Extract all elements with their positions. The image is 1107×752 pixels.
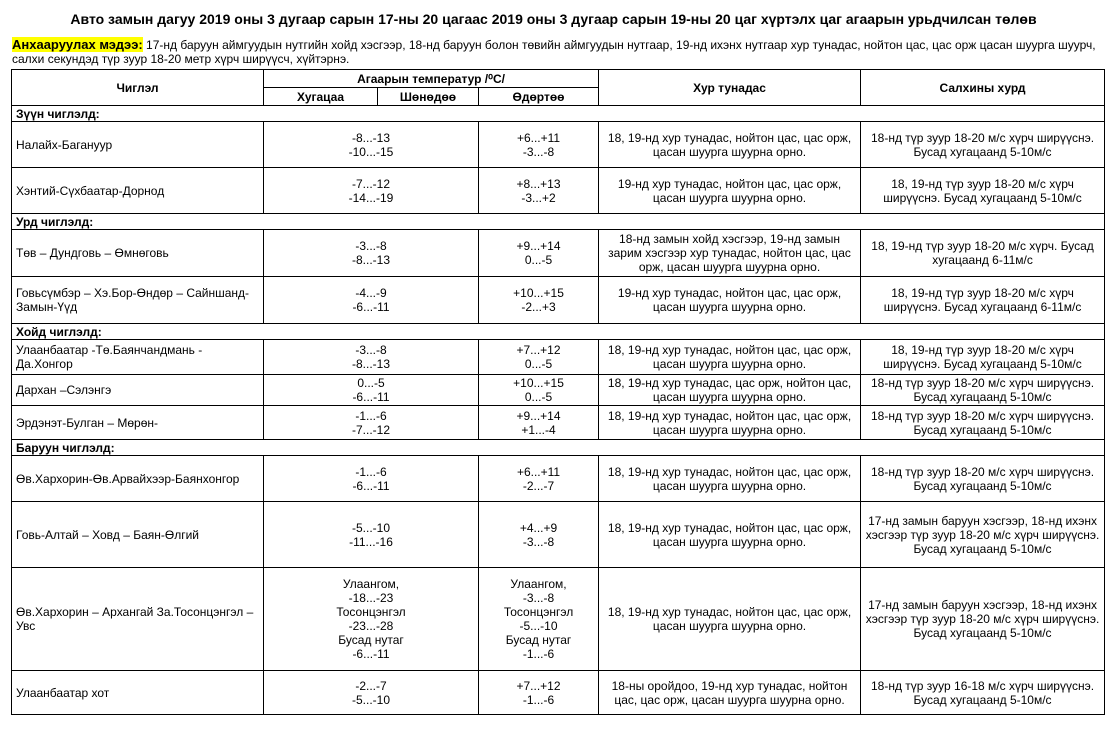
header-temperature: Агаарын температур /⁰С/: [264, 70, 599, 88]
precipitation-cell: 18, 19-нд хур тунадас, нойтон цас, цас орж, цасан шуурга шуурна орно.: [599, 122, 861, 168]
route-cell: Дархан –Сэлэнгэ: [12, 375, 264, 406]
night-temp-value: -18...-23: [348, 591, 394, 605]
forecast-body: [12, 106, 1105, 715]
night-temp-cell: [264, 671, 479, 715]
day-temp-cell: [479, 122, 599, 168]
day-temp-cell: [479, 456, 599, 502]
table-row: [12, 502, 1105, 568]
day-temp-value: +1...-4: [521, 422, 556, 437]
wind-cell: 18-нд түр зуур 18-20 м/с хүрч ширүүснэ. Бусад хугацаанд 5-10м/с: [861, 406, 1105, 440]
precipitation-cell: 18, 19-нд хур тунадас, нойтон цас, цас орж, цасан шуурга шуурна орно.: [599, 340, 861, 375]
warning-notice: [12, 38, 1102, 66]
night-temp-value: -1...-6: [355, 408, 387, 423]
day-temp-value: +10...+15: [513, 376, 564, 390]
day-temp-value: -2...-7: [522, 478, 555, 493]
night-temp-cell: [264, 168, 479, 214]
night-temp-value: -6...-11: [352, 647, 390, 661]
header-precipitation: Хур тунадас: [599, 70, 861, 106]
route-cell: Өв.Хархорин – Архангай За.Тосонцэнгэл – Увс: [12, 568, 264, 671]
day-temp-cell: [479, 340, 599, 375]
day-temp-value: -2...+3: [521, 300, 556, 314]
night-temp-value: Бусад нутаг: [338, 633, 404, 647]
precipitation-cell: 19-нд хур тунадас, нойтон цас, цас орж, цасан шуурга шуурна орно.: [599, 277, 861, 324]
table-row: [12, 456, 1105, 502]
day-temp-cell: [479, 230, 599, 277]
route-cell: Улаанбаатар -Тө.Баянчандмань - Да.Хонгор: [12, 340, 264, 375]
warning-label: Анхааруулах мэдээ:: [12, 37, 143, 52]
night-temp-value: -8...-13: [351, 357, 390, 371]
header-day: Өдөртөө: [479, 88, 599, 106]
table-row: [12, 375, 1105, 406]
night-temp-value: -6...-11: [352, 300, 390, 314]
day-temp-value: 0...-5: [524, 253, 553, 267]
header-direction: Чиглэл: [12, 70, 264, 106]
night-temp-cell: [264, 406, 479, 440]
night-temp-value: -7...-12: [351, 422, 390, 437]
precipitation-cell: 18, 19-нд хур тунадас, нойтон цас, цас орж, цасан шуурга шуурна орно.: [599, 406, 861, 440]
route-cell: Улаанбаатар хот: [12, 671, 264, 715]
night-temp-value: -8...-13: [351, 130, 390, 145]
wind-cell: 18-нд түр зуур 18-20 м/с хүрч ширүүснэ. Бусад хугацаанд 5-10м/с: [861, 456, 1105, 502]
day-temp-value: -3...-8: [522, 144, 555, 159]
wind-cell: 18-нд түр зуур 16-18 м/с хүрч ширүүснэ. Бусад хугацаанд 5-10м/с: [861, 671, 1105, 715]
night-temp-cell: [264, 568, 479, 671]
route-cell: Налайх-Багануур: [12, 122, 264, 168]
day-temp-value: +10...+15: [513, 286, 564, 300]
wind-cell: 18, 19-нд түр зуур 18-20 м/с хүрч ширүүснэ. Бусад хугацаанд 5-10м/с: [861, 340, 1105, 375]
night-temp-cell: [264, 277, 479, 324]
precipitation-cell: 18, 19-нд хур тунадас, цас орж, нойтон цас, цасан шуурга шуурна орно.: [599, 375, 861, 406]
precipitation-cell: 18-нд замын хойд хэсгээр, 19-нд замын зарим хэсгээр хур тунадас, нойтон цас, цас орж, цасан шуурга шуурна орно.: [599, 230, 861, 277]
night-temp-cell: [264, 230, 479, 277]
night-temp-value: -11...-16: [349, 534, 393, 549]
header-duration: Хугацаа: [264, 88, 378, 106]
section-heading: Урд чиглэлд:: [12, 214, 1105, 230]
day-temp-value: -3...+2: [521, 190, 556, 205]
day-temp-cell: [479, 568, 599, 671]
day-temp-value: -3...-8: [522, 534, 555, 549]
section-heading: Баруун чиглэлд:: [12, 440, 1105, 456]
day-temp-value: Тосонцэнгэл: [503, 605, 574, 619]
wind-cell: 18-нд түр зуур 18-20 м/с хүрч ширүүснэ. Бусад хугацаанд 5-10м/с: [861, 122, 1105, 168]
day-temp-cell: [479, 375, 599, 406]
day-temp-cell: [479, 277, 599, 324]
night-temp-value: -3...-8: [355, 239, 387, 253]
route-cell: Өв.Хархорин-Өв.Арвайхээр-Баянхонгор: [12, 456, 264, 502]
night-temp-cell: [264, 502, 479, 568]
day-temp-cell: [479, 168, 599, 214]
night-temp-value: -23...-28: [348, 619, 394, 633]
table-row: [12, 568, 1105, 671]
night-temp-value: -3...-8: [355, 343, 387, 357]
section-row: [12, 106, 1105, 122]
page-title: Авто замын дагуу 2019 оны 3 дугаар сарын 17-ны 20 цагаас 2019 оны 3 дугаар сарын 19-ны 20 цаг хүртэлх цаг агаарын урьдчилсан төлөв: [70, 11, 1037, 27]
day-temp-value: +9...+14: [516, 239, 561, 253]
night-temp-value: -10...-15: [348, 144, 394, 159]
night-temp-value: -5...-10: [351, 520, 390, 535]
section-row: [12, 324, 1105, 340]
day-temp-value: -3...-8: [522, 591, 555, 605]
route-cell: Төв – Дундговь – Өмнөговь: [12, 230, 264, 277]
night-temp-value: -6...-11: [352, 390, 390, 404]
route-cell: Хэнтий-Сүхбаатар-Дорнод: [12, 168, 264, 214]
day-temp-value: -1...-6: [522, 692, 555, 707]
day-temp-value: +9...+14: [516, 408, 561, 423]
night-temp-value: -7...-12: [351, 176, 390, 191]
day-temp-value: 0...-5: [524, 390, 553, 404]
day-temp-value: 0...-5: [524, 357, 553, 371]
day-temp-cell: [479, 671, 599, 715]
night-temp-cell: [264, 375, 479, 406]
night-temp-value: -6...-11: [352, 478, 390, 493]
night-temp-cell: [264, 340, 479, 375]
precipitation-cell: 18-ны оройдоо, 19-нд хур тунадас, нойтон цас, цас орж, цасан шуурга шуурна орно.: [599, 671, 861, 715]
section-row: [12, 440, 1105, 456]
header-wind: Салхины хурд: [861, 70, 1105, 106]
table-row: [12, 340, 1105, 375]
night-temp-value: -2...-7: [355, 678, 387, 693]
night-temp-value: Тосонцэнгэл: [336, 605, 406, 619]
section-heading: Хойд чиглэлд:: [12, 324, 1105, 340]
night-temp-value: -4...-9: [355, 286, 387, 300]
day-temp-value: +7...+12: [516, 343, 561, 357]
table-row: [12, 230, 1105, 277]
wind-cell: 17-нд замын баруун хэсгээр, 18-нд ихэнх хэсгээр түр зуур 18-20 м/с хүрч ширүүснэ. Бусад хугацаанд 5-10м/с: [861, 568, 1105, 671]
section-row: [12, 214, 1105, 230]
night-temp-cell: [264, 122, 479, 168]
day-temp-value: +6...+11: [516, 464, 561, 479]
precipitation-cell: 18, 19-нд хур тунадас, нойтон цас, цас орж, цасан шуурга шуурна орно.: [599, 568, 861, 671]
day-temp-value: -1...-6: [522, 647, 555, 661]
wind-cell: 18, 19-нд түр зуур 18-20 м/с хүрч ширүүснэ. Бусад хугацаанд 6-11м/с: [861, 277, 1105, 324]
precipitation-cell: 19-нд хур тунадас, нойтон цас, цас орж, цасан шуурга шуурна орно.: [599, 168, 861, 214]
day-temp-value: +6...+11: [516, 130, 561, 145]
header-night: Шөнөдөө: [378, 88, 479, 106]
night-temp-value: Улаангом,: [342, 577, 400, 591]
table-row: [12, 122, 1105, 168]
day-temp-value: Улаангом,: [510, 577, 567, 591]
wind-cell: 18, 19-нд түр зуур 18-20 м/с хүрч. Бусад хугацаанд 6-11м/с: [861, 230, 1105, 277]
day-temp-cell: [479, 406, 599, 440]
route-cell: Говь-Алтай – Ховд – Баян-Өлгий: [12, 502, 264, 568]
table-row: [12, 406, 1105, 440]
night-temp-value: -1...-6: [355, 464, 387, 479]
day-temp-value: +7...+12: [516, 678, 561, 693]
table-row: [12, 671, 1105, 715]
night-temp-cell: [264, 456, 479, 502]
night-temp-value: -8...-13: [351, 253, 390, 267]
wind-cell: 18-нд түр зуур 18-20 м/с хүрч ширүүснэ. Бусад хугацаанд 5-10м/с: [861, 375, 1105, 406]
forecast-table: [11, 69, 1105, 715]
section-heading: Зүүн чиглэлд:: [12, 106, 1105, 122]
night-temp-value: -14...-19: [348, 190, 394, 205]
day-temp-value: -5...-10: [519, 619, 558, 633]
precipitation-cell: 18, 19-нд хур тунадас, нойтон цас, цас орж, цасан шуурга шуурна орно.: [599, 502, 861, 568]
day-temp-value: +8...+13: [516, 176, 561, 191]
wind-cell: 17-нд замын баруун хэсгээр, 18-нд ихэнх хэсгээр түр зуур 18-20 м/с хүрч ширүүснэ. Бусад хугацаанд 5-10м/с: [861, 502, 1105, 568]
route-cell: Говьсүмбэр – Хэ.Бор-Өндөр – Сайншанд-Замын-Үүд: [12, 277, 264, 324]
precipitation-cell: 18, 19-нд хур тунадас, нойтон цас, цас орж, цасан шуурга шуурна орно.: [599, 456, 861, 502]
day-temp-value: Бусад нутаг: [505, 633, 572, 647]
warning-text: 17-нд баруун аймгуудын нутгийн хойд хэсгээр, 18-нд баруун болон төвийн аймгуудын нутгаар, 19-нд ихэнх нутгаар хур тунадас, нойтон цас, цас орж цасан шуурга шуурч, салхи секундэд түр зуур 18-20 метр хүрч ширүүсч, хүйтэрнэ.: [12, 38, 1096, 66]
day-temp-cell: [479, 502, 599, 568]
night-temp-value: -5...-10: [351, 692, 390, 707]
table-row: [12, 168, 1105, 214]
table-row: [12, 277, 1105, 324]
wind-cell: 18, 19-нд түр зуур 18-20 м/с хүрч ширүүснэ. Бусад хугацаанд 5-10м/с: [861, 168, 1105, 214]
night-temp-value: 0...-5: [357, 376, 385, 390]
route-cell: Эрдэнэт-Булган – Мөрөн-: [12, 406, 264, 440]
day-temp-value: +4...+9: [519, 520, 558, 535]
